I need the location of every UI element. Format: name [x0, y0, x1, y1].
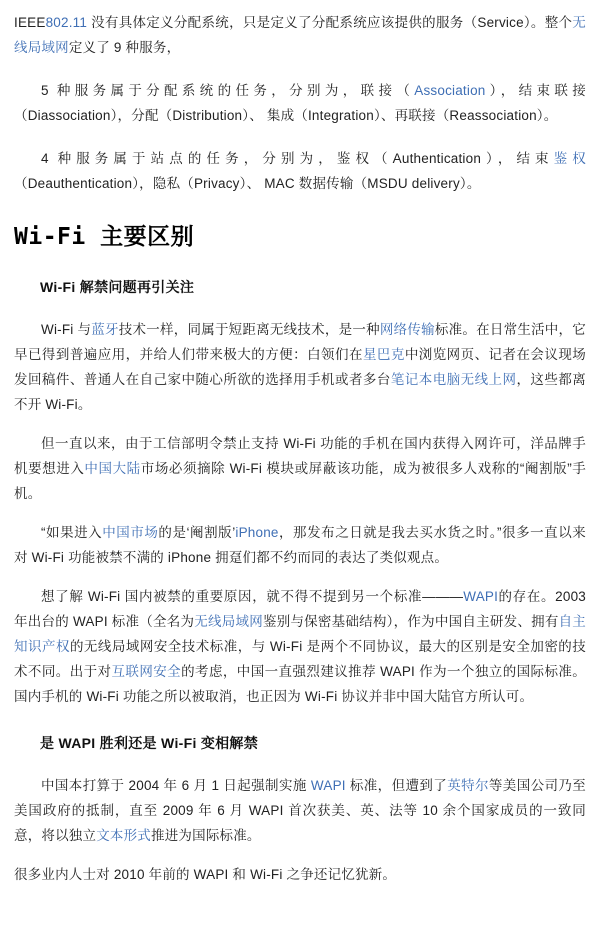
paragraph [14, 431, 586, 506]
text-run: 5 种服务属于分配系统的任务，分别为，联接（ [41, 83, 415, 98]
paragraph [14, 584, 586, 709]
text-run: 定义了 9 种服务， [68, 40, 181, 55]
body-section-2 [14, 773, 586, 887]
paragraph [14, 146, 586, 196]
text-run: 等美国公司乃至美国政府的抵制，直至 2009 年 6 月 WAPI 首次获美、英、法等 10 余个国家成员的一致同意，将以独立 [14, 778, 586, 843]
inline-link[interactable]: WAPI [310, 778, 346, 793]
paragraph [14, 317, 586, 417]
spacer [14, 723, 586, 733]
text-run: 的是‘阉割版’ [158, 525, 236, 540]
text-run: 很多业内人士对 2010 年前的 WAPI 和 Wi-Fi 之争还记忆犹新。 [14, 867, 397, 882]
inline-link[interactable]: 无线局域网 [14, 15, 586, 55]
inline-link[interactable]: 笔记本电脑无线上网 [390, 372, 517, 387]
text-run: “如果进入 [41, 525, 103, 540]
body-section-1 [14, 317, 586, 709]
text-run: IEEE [14, 15, 46, 30]
text-run: 中国本打算于 2004 年 6 月 1 日起强制实施 [41, 778, 311, 793]
inline-link[interactable]: WAPI [463, 589, 499, 604]
inline-link[interactable]: Association [414, 83, 486, 98]
text-run: 标准。在日常生活中，它早已得到普遍应用，并给人们带来极大的方便：白领们在 [14, 322, 586, 362]
text-run: ，这些都离不开 Wi-Fi。 [14, 372, 586, 412]
inline-link[interactable]: 鉴权 [553, 151, 587, 166]
text-run: 标准，但遭到了 [345, 778, 448, 793]
subsection-heading-1: Wi-Fi 解禁问题再引关注 [40, 279, 195, 295]
inline-link[interactable]: iPhone [235, 525, 279, 540]
text-run: 想了解 Wi-Fi 国内被禁的重要原因，就不得不提到另一个标准——— [41, 589, 464, 604]
page-title: Wi-Fi 主要区别 [14, 224, 195, 250]
text-run: 没有具体定义分配系统，只是定义了分配系统应该提供的服务（Service）。整个 [87, 15, 573, 30]
inline-link[interactable]: 网络传输 [379, 322, 435, 337]
text-run: 但一直以来，由于工信部明令禁止支持 Wi-Fi 功能的手机在国内获得入网许可，洋品牌手机要想进入 [14, 436, 586, 476]
text-run: 鉴别与保密基础结构），作为中国自主研发、拥有 [262, 614, 559, 629]
text-run: Wi-Fi 与 [41, 322, 92, 337]
inline-link[interactable]: 星巴克 [362, 347, 405, 362]
text-run: 4 种服务属于站点的任务，分别为，鉴权（Authentication），结束 [41, 151, 554, 166]
paragraph [14, 78, 586, 128]
intro-section [14, 10, 586, 196]
paragraph [14, 520, 586, 570]
text-run: ，那发布之日就是我去买水货之时。”很多一直以来对 Wi-Fi 功能被禁不满的 iPhone 拥趸们都不约而同的表达了类似观点。 [14, 525, 586, 565]
inline-link[interactable]: 中国大陆 [84, 461, 141, 476]
text-run: （Deauthentication），隐私（Privacy）、 MAC 数据传输（MSDU delivery）。 [14, 176, 481, 191]
text-run: 技术一样，同属于短距离无线技术，是一种 [118, 322, 380, 337]
inline-link[interactable]: 无线局域网 [194, 614, 263, 629]
inline-link[interactable]: 互联网安全 [111, 664, 182, 679]
subsection-heading-2: 是 WAPI 胜利还是 Wi-Fi 变相解禁 [40, 735, 259, 751]
paragraph [14, 10, 586, 60]
text-run: 市场必须摘除 Wi-Fi 模块或屏蔽该功能，成为被很多人戏称的“阉割版”手机。 [14, 461, 587, 501]
inline-link[interactable]: 英特尔 [447, 778, 489, 793]
text-run: 的存在。2003 年出台的 WAPI 标准（全名为 [14, 589, 586, 629]
inline-link[interactable]: 中国市场 [102, 525, 159, 540]
paragraph [14, 773, 586, 848]
inline-link[interactable]: 蓝牙 [91, 322, 119, 337]
inline-link[interactable]: 文本形式 [96, 828, 152, 843]
paragraph [14, 862, 586, 887]
text-run: 中浏览网页、记者在会议现场发回稿件、普通人在自己家中随心所欲的选择用手机或者多台 [14, 347, 586, 387]
text-run: 的无线局域网安全技术标准，与 Wi-Fi 是两个不同协议，最大的区别是安全加密的技术不同。出于对 [14, 639, 586, 679]
inline-link[interactable]: 802.11 [45, 15, 88, 30]
text-run: 推进为国际标准。 [151, 828, 261, 843]
inline-link[interactable]: 自主知识产权 [14, 614, 587, 654]
text-run: ），结束联接（Diassociation），分配（Distribution）、 集成（Integration）、再联接（Reassociation）。 [14, 83, 586, 123]
text-run: 的考虑，中国一直强烈建议推荐 WAPI 作为一个独立的国际标准。国内手机的 Wi-Fi 功能之所以被取消，也正因为 Wi-Fi 协议并非中国大陆官方所认可。 [14, 664, 587, 704]
